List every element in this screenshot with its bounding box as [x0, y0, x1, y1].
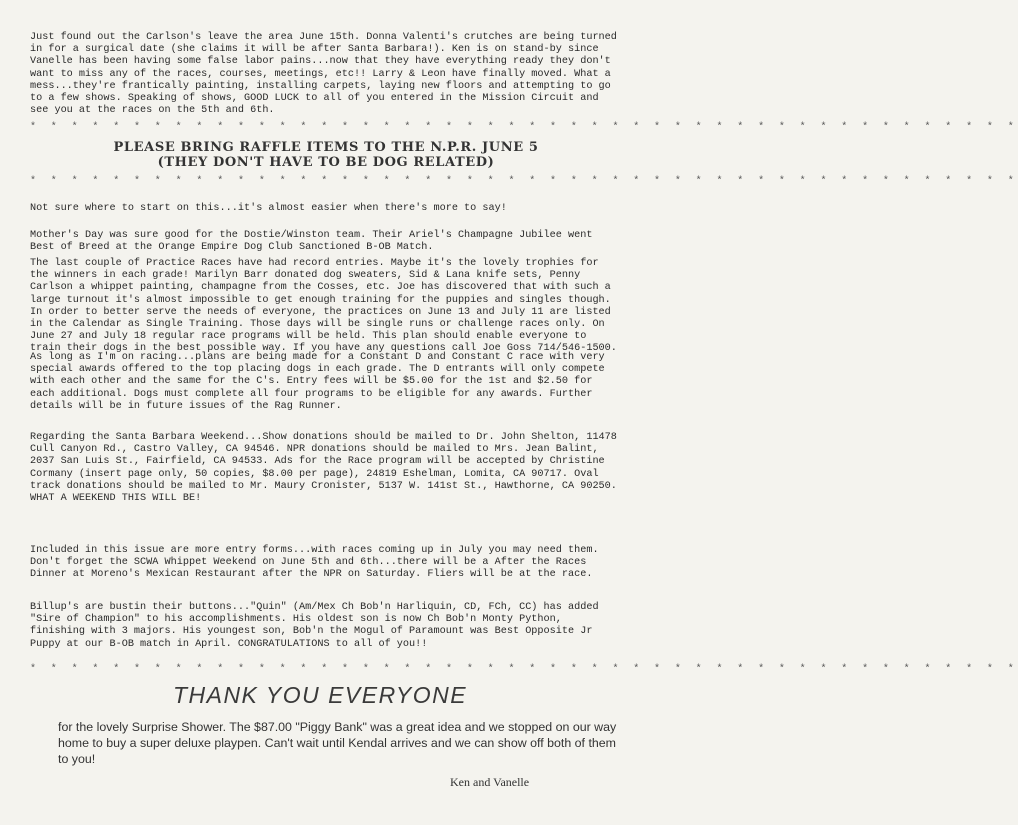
santa-barbara-paragraph: Regarding the Santa Barbara Weekend...Show donations should be mailed to Dr. John Shelton, 11478 Cull Canyon Rd., Castro Valley, CA 94546. NPR donations should be mailed to Mrs. Jean Balint, 2037 San Luis St., Fairfield, CA 94533. Ads for the Race program will be accepted by Christine Cormany (insert page only, 50 copies, $8.00 per page), 24819 Eshelman, Lomita, CA 90717. Oval track donations should be mailed to Mr. Maury Cronister, 5137 W. 141st St., Hawthorne, CA 90250. WHAT A WEEKEND THIS WILL BE!	[30, 432, 617, 505]
thank-you-title: THANK YOU EVERYONE	[172, 682, 468, 708]
thank-you-message: for the lovely Surprise Shower. The $87.00 "Piggy Bank" was a great idea and we stopped on our way home to buy a super deluxe playpen. Can't wait until Kendal arrives and we can show off both of them to you!	[58, 720, 617, 766]
constant-race-paragraph: As long as I'm on racing...plans are being made for a Constant D and Constant C race with very special awards offered to the top placing dogs in each grade. The D entrants will only compete with each other and the same for the C's. Entry fees will be $5.00 for the 1st and $2.50 for each additional. Dogs must complete all four programs to be eligible for any awards. Further details will be in future issues of the Rag Runner.	[30, 352, 605, 412]
carlson-news-paragraph: Just found out the Carlson's leave the area June 15th. Donna Valenti's crutches are being turned in for a surgical date (she claims it will be after Santa Barbara!). Ken is on stand-by since Vanelle has been having some false labor pains...now that they have everything ready they don't want to miss any of the races, courses, meetings, etc!! Larry & Leon have finally moved. What a mess...they're frantically painting, installing carpets, laying new floors and attempting to go to a few shows. Speaking of shows, GOOD LUCK to all of you entered in the Mission Circuit and see you at the races on the 5th and 6th.	[30, 32, 617, 117]
intro-paragraph: Not sure where to start on this...it's almost easier when there's more to say!	[30, 203, 507, 214]
practice-races-paragraph: The last couple of Practice Races have had record entries. Maybe it's the lovely trophies for the winners in each grade! Marilyn Barr donated dog sweaters, Sid & Lana knife sets, Penny Carlson a whippet painting, champagne from the Cosses, etc. Joe has discovered that with such a large turnout it's almost impossible to get enough training for the puppies and singles though. In order to better serve the needs of everyone, the practices on June 13 and July 11 are listed in the Calendar as Single Training. Those days will be single runs or challenge races only. On June 27 and July 18 regular race programs will be held. This plan should enable everyone to train their dogs in the best possible way. If you have any questions call Joe Goss 714/546-1500.	[30, 258, 617, 355]
billups-paragraph: Billup's are bustin their buttons..."Quin" (Am/Mex Ch Bob'n Harliquin, CD, FCh, CC) has added "Sire of Champion" to his accomplishments. His oldest son is now Ch Bob'n Monty Python, finishing with 3 majors. His youngest son, Bob'n the Mogul of Paramount was Best Opposite Jr Puppy at our B-OB match in April. CONGRATULATIONS to all of you!!	[30, 602, 599, 650]
mothers-day-paragraph: Mother's Day was sure good for the Dostie/Winston team. Their Ariel's Champagne Jubilee went Best of Breed at the Orange Empire Dog Club Sanctioned B-OB Match.	[30, 230, 593, 254]
star-divider-headline: * * * * * * * * * * * * * * * * * * * * * * * * * * * * * * * * * * * * * * * * * * * * * * * *	[30, 176, 1018, 187]
raffle-subheadline: (THEY DON'T HAVE TO BE DOG RELATED)	[157, 155, 495, 170]
star-divider-bottom: * * * * * * * * * * * * * * * * * * * * * * * * * * * * * * * * * * * * * * * * * * * * * * * *	[30, 664, 1018, 675]
entry-forms-paragraph: Included in this issue are more entry forms...with races coming up in July you may need them. Don't forget the SCWA Whippet Weekend on June 5th and 6th...there will be a After the Races Dinner at Moreno's Mexican Restaurant after the NPR on Saturday. Fliers will be at the race.	[30, 545, 599, 581]
signature: Ken and Vanelle	[450, 775, 530, 789]
star-divider-top: * * * * * * * * * * * * * * * * * * * * * * * * * * * * * * * * * * * * * * * * * * * * * * * *	[30, 122, 1018, 133]
raffle-headline: PLEASE BRING RAFFLE ITEMS TO THE N.P.R. JUNE 5	[113, 140, 539, 155]
